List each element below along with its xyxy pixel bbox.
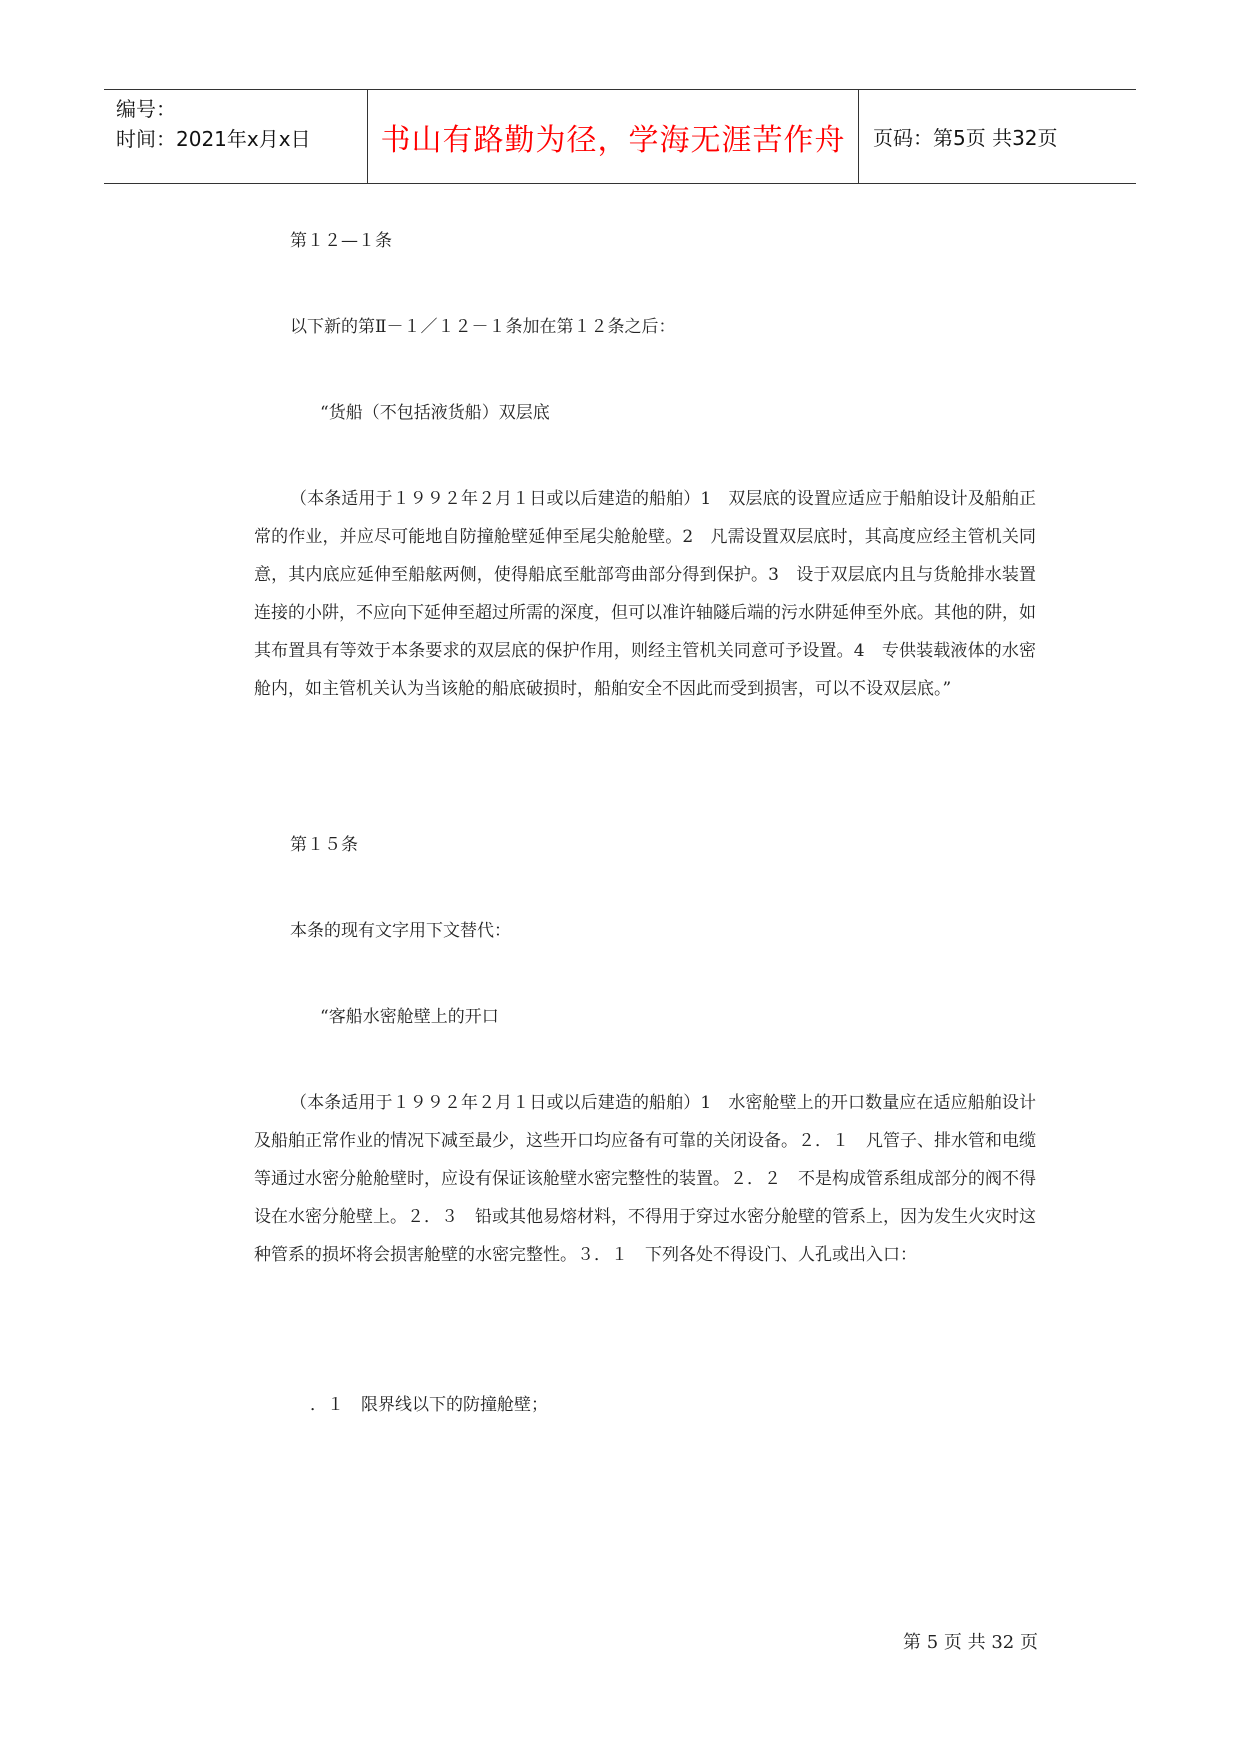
paragraph-double-bottom-rules: （本条适用于１９９２年２月１日或以后建造的船舶）1 双层底的设置应适应于船舶设计及船舶正常的作业，并应尽可能地自防撞舱壁延伸至尾尖舱舱壁。2 凡需设置双层底时，其高度应经主管机关同意，其内底应延伸至船舷两侧，使得船底至舭部弯曲部分得到保护。3 设于双层底内且与货舱排水装置连接的小阱，不应向下延伸至超过所需的深度，但可以准许轴隧后端的污水阱延伸至外底。其他的阱，如其布置具有等效于本条要求的双层底的保护作用，则经主管机关同意可予设置。4 专供装载液体的水密舱内，如主管机关认为当该舱的船底破损时，船舶安全不因此而受到损害，可以不设双层底。” xyxy=(254,489,1036,699)
document-header xyxy=(104,89,1136,184)
list-item-collision-bulkhead: ．１ 限界线以下的防撞舱壁； xyxy=(310,1395,548,1415)
paragraph-watertight-rules: （本条适用于１９９２年２月１日或以后建造的船舶）1 水密舱壁上的开口数量应在适应船舶设计及船舶正常作业的情况下减至最少，这些开口均应备有可靠的关闭设备。２．１ 凡管子、排水管和电缆等通过水密分舱舱壁时，应设有保证该舱壁水密完整性的装置。２．２ 不是构成管系组成部分的阀不得设在水密分舱壁上。２．３ 铅或其他易熔材料，不得用于穿过水密分舱壁的管系上，因为发生火灾时这种管系的损坏将会损害舱壁的水密完整性。３．１ 下列各处不得设门、人孔或出入口： xyxy=(254,1093,1036,1265)
section-heading-15: 第１５条 xyxy=(290,835,358,855)
serial-number-label: 编号： xyxy=(116,97,176,121)
quoted-title-cargo-double-bottom: “货船（不包括液货船）双层底 xyxy=(320,403,550,423)
date-label: 时间：2021年x月x日 xyxy=(116,127,311,151)
header-meta xyxy=(104,90,368,183)
paragraph-replace-note: 本条的现有文字用下文替代： xyxy=(290,921,511,941)
page-footer: 第 5 页 共 32 页 xyxy=(903,1632,1038,1653)
header-page-info: 页码：第5页 共32页 xyxy=(873,126,1058,150)
paragraph-insert-note: 以下新的第Ⅱ－１／１２－１条加在第１２条之后： xyxy=(290,317,676,337)
quoted-title-watertight-openings: “客船水密舱壁上的开口 xyxy=(320,1007,499,1027)
section-heading-12-1: 第１２—１条 xyxy=(290,231,392,251)
header-motto: 书山有路勤为径，学海无涯苦作舟 xyxy=(368,90,859,183)
